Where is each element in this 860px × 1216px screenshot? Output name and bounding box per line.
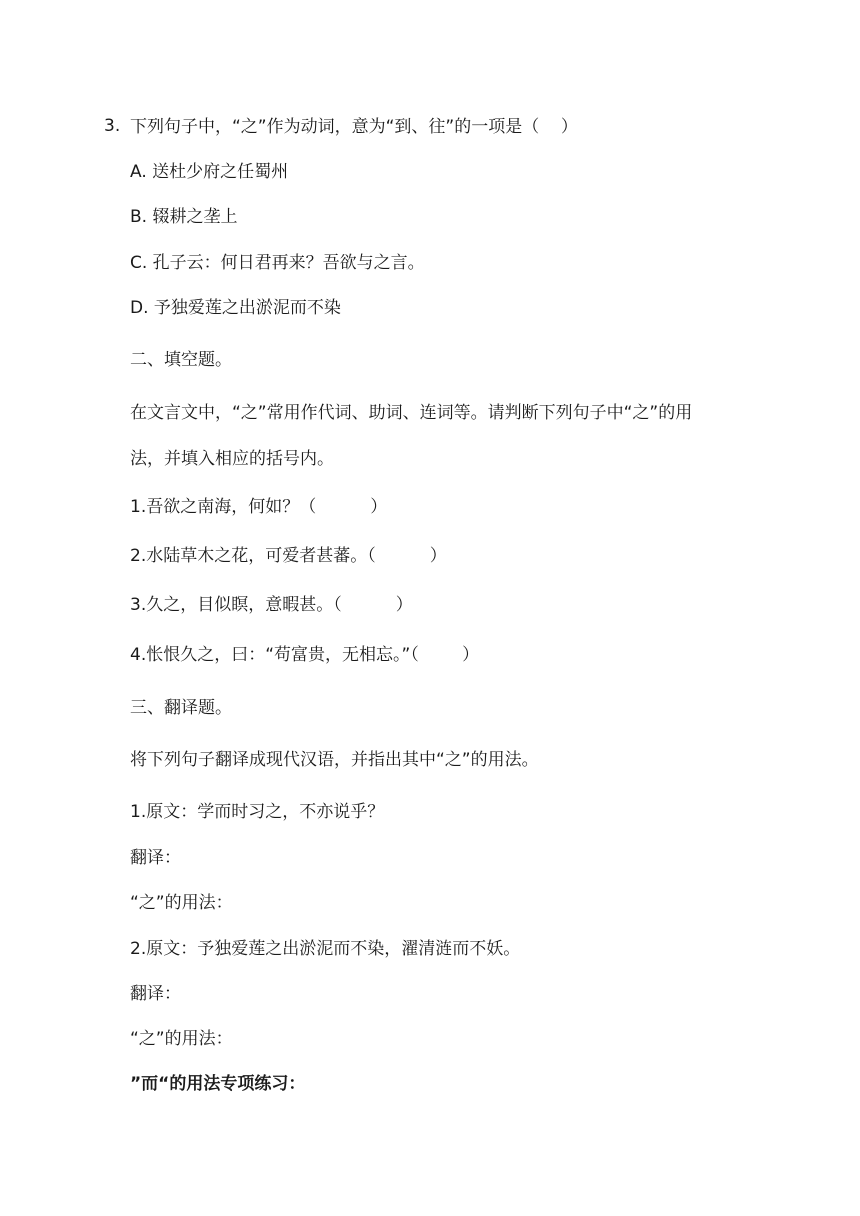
fill-item-3: 3.久之，目似瞑，意暇甚。（ ） <box>130 595 413 615</box>
fill-intro-line2: 法，并填入相应的括号内。 <box>130 449 334 469</box>
fill-item-1: 1.吾欲之南海，何如？（ ） <box>130 497 388 517</box>
option-b: B. 辍耕之垄上 <box>130 207 238 227</box>
fill-heading: 二、填空题。 <box>130 350 232 370</box>
option-c: C. 孔子云：何日君再来？吾欲与之言。 <box>130 253 425 273</box>
translate-item-1-translation-label: 翻译： <box>130 848 181 868</box>
fill-item-4: 4.怅恨久之，曰：“苟富贵，无相忘。”（ ） <box>130 645 480 665</box>
translate-item-2-original: 2.原文：予独爱莲之出淤泥而不染，濯清涟而不妖。 <box>130 939 521 959</box>
option-d: D. 予独爱莲之出淤泥而不染 <box>130 298 341 318</box>
translate-item-2-translation-label: 翻译： <box>130 984 181 1004</box>
question-stem: 下列句子中，“之”作为动词，意为“到、往”的一项是（ ） <box>130 117 578 137</box>
question-number: 3. <box>104 116 121 136</box>
translate-item-1-original: 1.原文：学而时习之，不亦说乎？ <box>130 802 385 822</box>
translate-item-1-usage-label: “之”的用法： <box>130 893 233 913</box>
fill-intro-line1: 在文言文中，“之”常用作代词、助词、连词等。请判断下列句子中“之”的用 <box>130 403 693 423</box>
fill-item-2: 2.水陆草木之花，可爱者甚蕃。（ ） <box>130 546 447 566</box>
next-section-title: ”而“的用法专项练习： <box>130 1074 306 1094</box>
translate-intro: 将下列句子翻译成现代汉语，并指出其中“之”的用法。 <box>130 750 539 770</box>
option-a: A. 送杜少府之任蜀州 <box>130 162 289 182</box>
translate-heading: 三、翻译题。 <box>130 698 232 718</box>
translate-item-2-usage-label: “之”的用法： <box>130 1029 233 1049</box>
